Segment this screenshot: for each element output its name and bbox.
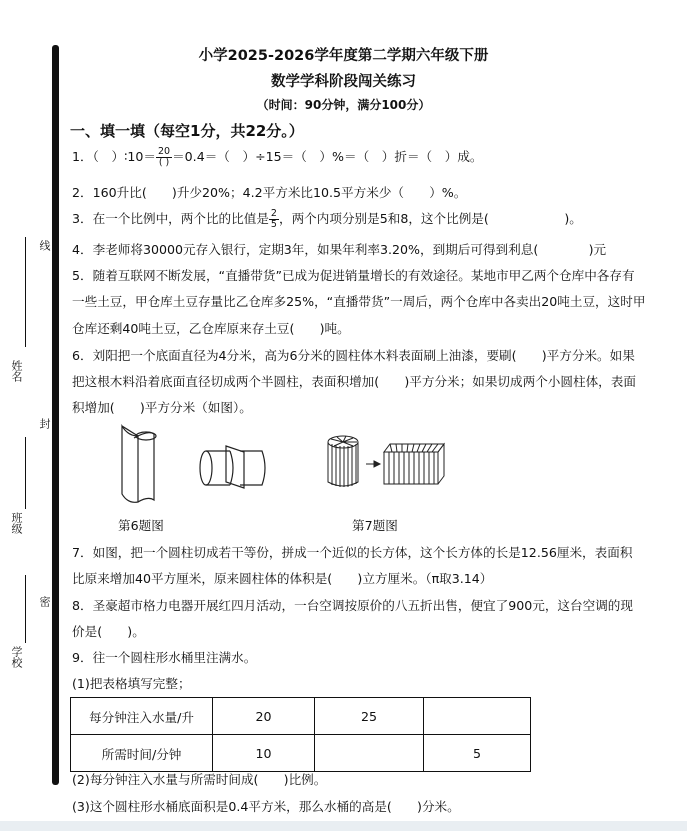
table-row [71, 735, 531, 772]
question-8-line2: 价是( )。 [72, 624, 145, 639]
question-2: 2．160升比( )升少20%；4.2平方米比10.5平方米少（ ）%。 [72, 185, 467, 200]
binding-line [52, 45, 59, 785]
exam-info: （时间：90分钟，满分100分） [256, 98, 431, 112]
question-8-line1: 8．圣豪超市格力电器开展红四月活动，一台空调按原价的八五折出售，便宜了900元，这台空调的现 [72, 598, 633, 613]
question-6-line3: 积增加( )平方分米（如图）。 [72, 400, 252, 415]
question-6-line1: 6．刘阳把一个底面直径为4分米，高为6分米的圆柱体木料表面刷上油漆，要刷( )平方分米。如果 [72, 348, 635, 363]
q1-pre: 1．（ ）∶10＝ [72, 149, 156, 164]
figure-7-caption: 第7题图 [352, 518, 398, 533]
q9-row1-cell2: 25 [315, 698, 424, 735]
question-1 [72, 146, 483, 168]
q9-row1-cell3 [424, 698, 531, 735]
q9-row2-cell1: 10 [213, 735, 315, 772]
question-6-line2: 把这根木料沿着底面直径切成两个半圆柱，表面积增加( )平方分米；如果切成两个小圆柱体，表面 [72, 374, 636, 389]
q9-row1-cell1: 20 [213, 698, 315, 735]
question-7-line2: 比原来增加40平方厘米，原来圆柱体的体积是( )立方厘米。（π取3.14） [72, 571, 493, 586]
q3-frac-den: 5 [270, 219, 277, 230]
q3-post: ，两个内项分别是5和8，这个比例是( )。 [278, 211, 582, 226]
side-label-class: 班级 [10, 512, 23, 534]
bottom-bar [0, 821, 687, 831]
figure-7-cylinder-to-cuboid [326, 434, 446, 492]
school-blank-line [25, 575, 26, 643]
question-4: 4．李老师将30000元存入银行，定期3年，如果年利率3.20%，到期后可得到利息( )元 [72, 242, 607, 257]
side-label-name: 姓名 [10, 360, 23, 382]
q9-row2-cell2 [315, 735, 424, 772]
q1-frac-den: ( ) [158, 157, 170, 168]
question-5-line3: 仓库还剩40吨土豆，乙仓库原来存土豆( )吨。 [72, 321, 350, 336]
side-label-mi: 密 [38, 596, 51, 607]
question-5-line2: 一些土豆，甲仓库土豆存量比乙仓库多25%，“直播带货”一周后，两个仓库中各卖出20吨土豆，这时甲 [72, 294, 646, 309]
figure-6-two-cylinders [196, 444, 272, 490]
page-subtitle: 数学学科阶段闯关练习 [271, 74, 416, 90]
name-blank-line [25, 237, 26, 347]
q9-row2-cell3: 5 [424, 735, 531, 772]
q3-fraction [269, 209, 279, 230]
side-label-xian: 线 [38, 240, 51, 251]
question-9-sub3: (3)这个圆柱形水桶底面积是0.4平方米，那么水桶的高是( )分米。 [72, 799, 460, 814]
class-blank-line [25, 437, 26, 509]
side-label-school: 学校 [10, 646, 23, 668]
question-5-line1: 5．随着互联网不断发展，“直播带货”已成为促进销量增长的有效途径。某地市甲乙两个仓库中各存有 [72, 268, 635, 283]
question-9-sub2: (2)每分钟注入水量与所需时间成( )比例。 [72, 772, 327, 787]
q1-post: ＝0.4＝（ ）÷15＝（ ）%＝（ ）折＝（ ）成。 [172, 149, 483, 164]
figure-6-caption: 第6题图 [118, 518, 164, 533]
q9-row2-label: 所需时间/分钟 [71, 735, 213, 772]
q9-table [70, 697, 531, 772]
q3-pre: 3．在一个比例中，两个比的比值是 [72, 211, 269, 226]
q1-frac-num: 20 [157, 146, 171, 157]
section-title: 一、填一填（每空1分，共22分。） [70, 122, 304, 140]
figure-6-half-cylinders [108, 420, 168, 506]
table-row [71, 698, 531, 735]
side-label-feng: 封 [38, 418, 51, 429]
question-7-line1: 7．如图，把一个圆柱切成若干等份，拼成一个近似的长方体，这个长方体的长是12.56厘米，表面积 [72, 545, 633, 560]
question-9-sub1: (1)把表格填写完整； [72, 676, 191, 691]
page-title: 小学2025-2026学年度第二学期六年级下册 [198, 48, 489, 64]
question-3 [72, 208, 582, 230]
question-9-intro: 9．往一个圆柱形水桶里注满水。 [72, 650, 257, 665]
q1-fraction [156, 147, 172, 168]
q9-row1-label: 每分钟注入水量/升 [71, 698, 213, 735]
q3-frac-num: 2 [270, 208, 277, 219]
